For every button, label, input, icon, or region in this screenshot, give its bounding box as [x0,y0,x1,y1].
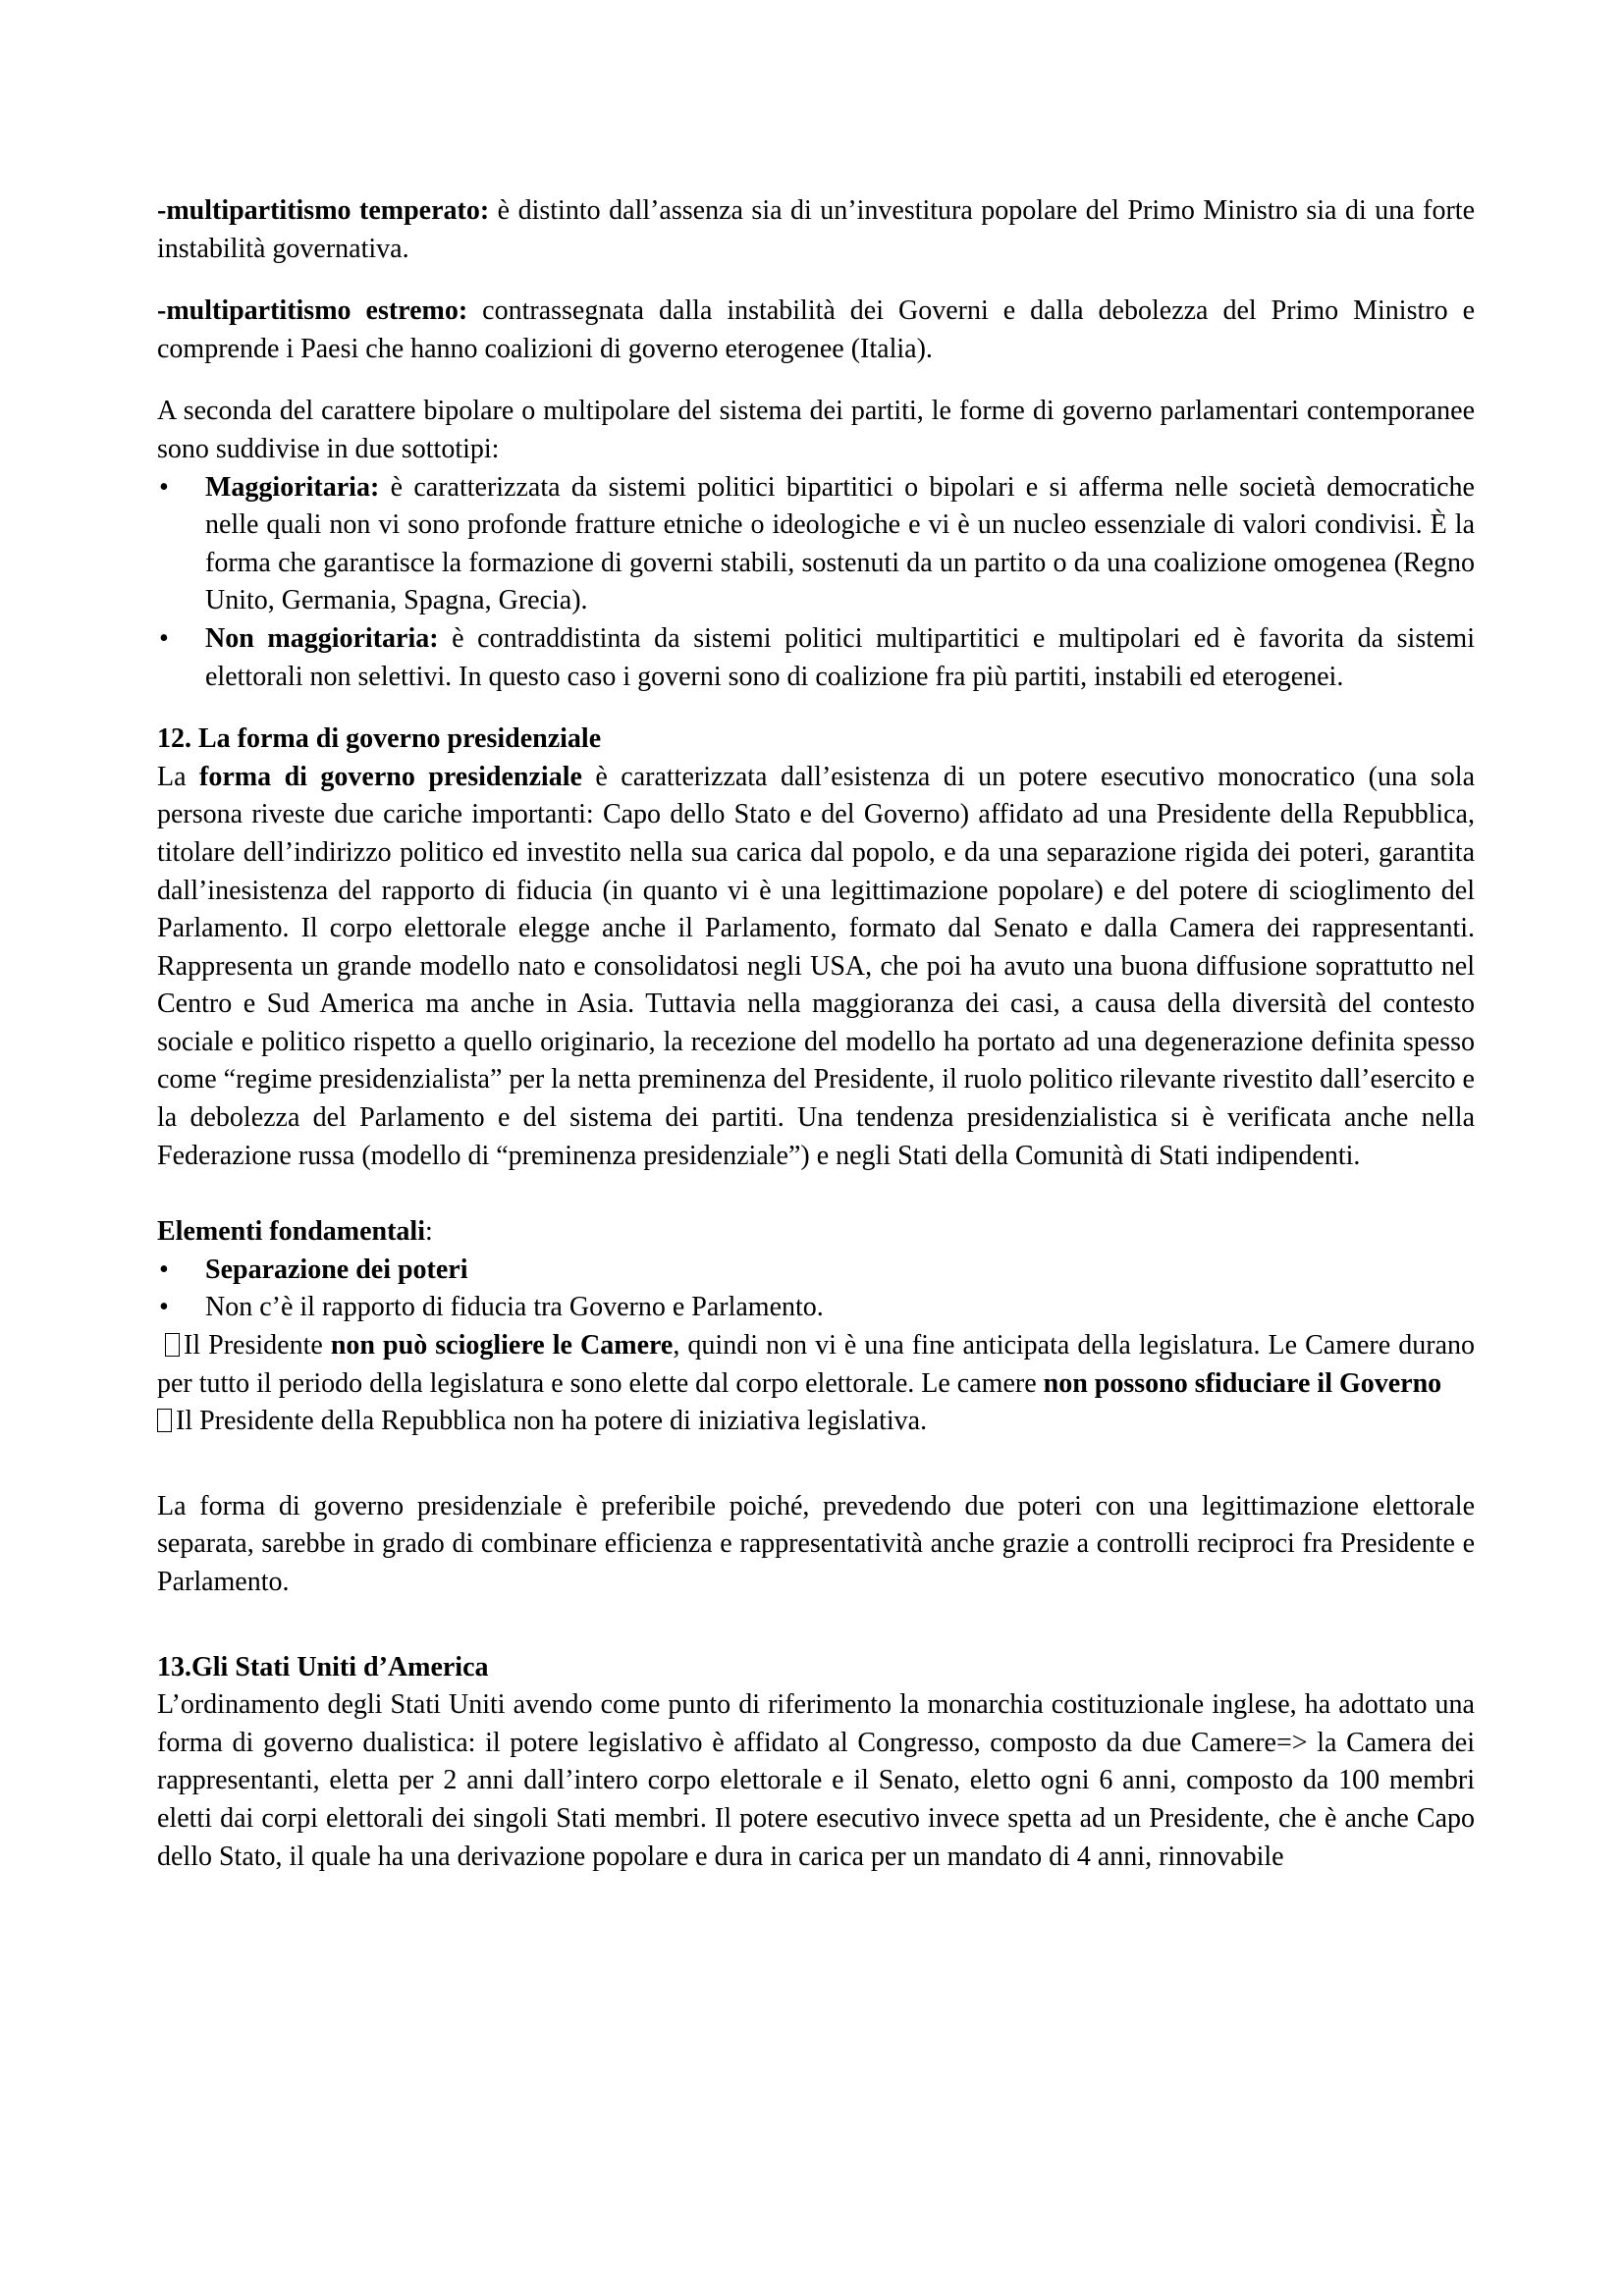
bullet-icon: • [159,471,169,503]
list-item-non-maggioritaria [157,620,1475,696]
paragraph-multipartitismo-estremo [157,293,1475,368]
page-content [157,192,1475,1876]
list-elementi [157,1252,1475,1327]
missing-glyph-icon [165,1333,180,1357]
list-item-maggioritaria [157,469,1475,620]
bullet-icon: • [159,1292,169,1323]
text-non-maggioritaria: è contraddistinta da sistemi politici multipartitici e multipolari ed è favorita da sistemi elettorali non selettivi. In questo caso i governi sono di coalizione fra più partiti, instabili ed eterogenei. [205,622,1475,692]
section-13-text: L’ordinamento degli Stati Uniti avendo come punto di riferimento la monarchia costituzionale inglese, ha adottato una forma di governo dualistica: il potere legislativo è affidato al Congresso, composto da due Camere=> la Camera dei rappresentanti, eletta per 2 anni dall’intero corpo elettorale e il Senato, eletto ogni 6 anni, composto da 100 membri eletti dai corpi elettorali dei singoli Stati membri. Il potere esecutivo invece spetta ad un Presidente, che è anche Capo dello Stato, il quale ha una derivazione popolare e dura in carica per un mandato di 4 anni, rinnovabile [157,1689,1475,1872]
term-non-maggioritaria: Non maggioritaria: [205,622,439,654]
text-multipartitismo-estremo: contrassegnata dalla instabilità dei Governi e dalla debolezza del Primo Ministro e comprende i Paesi che hanno coalizioni di governo eterogenee (Italia). [157,295,1475,364]
text-maggioritaria: è caratterizzata da sistemi politici bipartitici o bipolari e si afferma nelle società democratiche nelle quali non vi sono profonde fratture etniche o ideologiche e vi è un nucleo essenziale di valori condivisi. È la forma che garantisce la formazione di governi stabili, sostenuti da un partito o da una coalizione omogenea (Regno Unito, Germania, Spagna, Grecia). [205,471,1475,616]
term-multipartitismo-temperato: -multipartitismo temperato: [157,195,490,226]
paragraph-conclusione: La forma di governo presidenziale è preferibile poiché, prevedendo due poteri con una legittimazione elettorale separata, sarebbe in grado di combinare efficienza e rappresentatività anche grazie a controlli reciproci fra Presidente e Parlamento. [157,1490,1475,1597]
line-b-text: Il Presidente della Repubblica non ha potere di iniziativa legislativa. [176,1406,928,1437]
elements-heading [157,1213,1475,1252]
intro-pre: La [157,761,200,792]
list-item-separazione [157,1252,1475,1290]
section-12-intro [157,759,1475,1176]
line-a-pre: Il Presidente [184,1330,331,1362]
list-item-fiducia [157,1289,1475,1327]
element-separazione: Separazione dei poteri [205,1254,468,1285]
term-non-puo-sciogliere: non può sciogliere le Camere [330,1330,674,1362]
bullet-icon: • [159,1254,169,1285]
paragraph-scioglimento [157,1327,1475,1403]
elements-heading-text: Elementi fondamentali [157,1216,425,1248]
line-a-post: , quindi non vi è una fine anticipata della legislatura. Le Camere durano per tutto il periodo della legislatura e sono elette dal corpo elettorale. Le camere [157,1330,1475,1399]
bullet-icon: • [159,622,169,654]
list-sottotipi [157,469,1475,697]
section-13-heading: 13.Gli Stati Uniti d’America [157,1651,489,1682]
paragraph-iniziativa [157,1403,1475,1441]
paragraph-sottotipi: A seconda del carattere bipolare o multipolare del sistema dei partiti, le forme di governo parlamentari contemporanee sono suddivise in due sottotipi: [157,396,1475,464]
term-multipartitismo-estremo: -multipartitismo estremo: [157,295,468,327]
elements-heading-colon: : [425,1216,433,1248]
section-12-heading: 12. La forma di governo presidenziale [157,723,602,755]
term-forma-presidenziale: forma di governo presidenziale [199,761,582,792]
term-maggioritaria: Maggioritaria: [205,471,380,503]
element-fiducia: Non c’è il rapporto di fiducia tra Governo e Parlamento. [205,1292,824,1323]
paragraph-multipartitismo-temperato [157,192,1475,268]
intro-text: è caratterizzata dall’esistenza di un potere esecutivo monocratico (una sola persona riveste due cariche importanti: Capo dello Stato e del Governo) affidato ad una Presidente della Repubblica, titolare dell’indirizzo politico ed investito nella sua carica dal popolo, e da una separazione rigida dei poteri, garantita dall’inesistenza del rapporto di fiducia (in quanto vi è una legittimazione popolare) e del potere di scioglimento del Parlamento. Il corpo elettorale elegge anche il Parlamento, formato dal Senato e dalla Camera dei rappresentanti. Rappresenta un grande modello nato e consolidatosi negli USA, che poi ha avuto una buona diffusione soprattutto nel Centro e Sud America ma anche in Asia. Tuttavia nella maggioranza dei casi, a causa della diversità del contesto sociale e politico rispetto a quello originario, la recezione del modello ha portato ad una degenerazione definita spesso come “regime presidenzialista” per la netta preminenza del Presidente, il ruolo politico rilevante rivestito dall’esercito e la debolezza del Parlamento e del sistema dei partiti. Una tendenza presidenzialistica si è verificata anche nella Federazione russa (modello di “preminenza presidenziale”) e negli Stati della Comunità di Stati indipendenti. [157,761,1475,1171]
text-multipartitismo-temperato: è distinto dall’assenza sia di un’investitura popolare del Primo Ministro sia di una forte instabilità governativa. [157,195,1475,264]
term-non-sfiduciare: non possono sfiduciare il Governo [1043,1367,1442,1399]
missing-glyph-icon [157,1409,172,1432]
